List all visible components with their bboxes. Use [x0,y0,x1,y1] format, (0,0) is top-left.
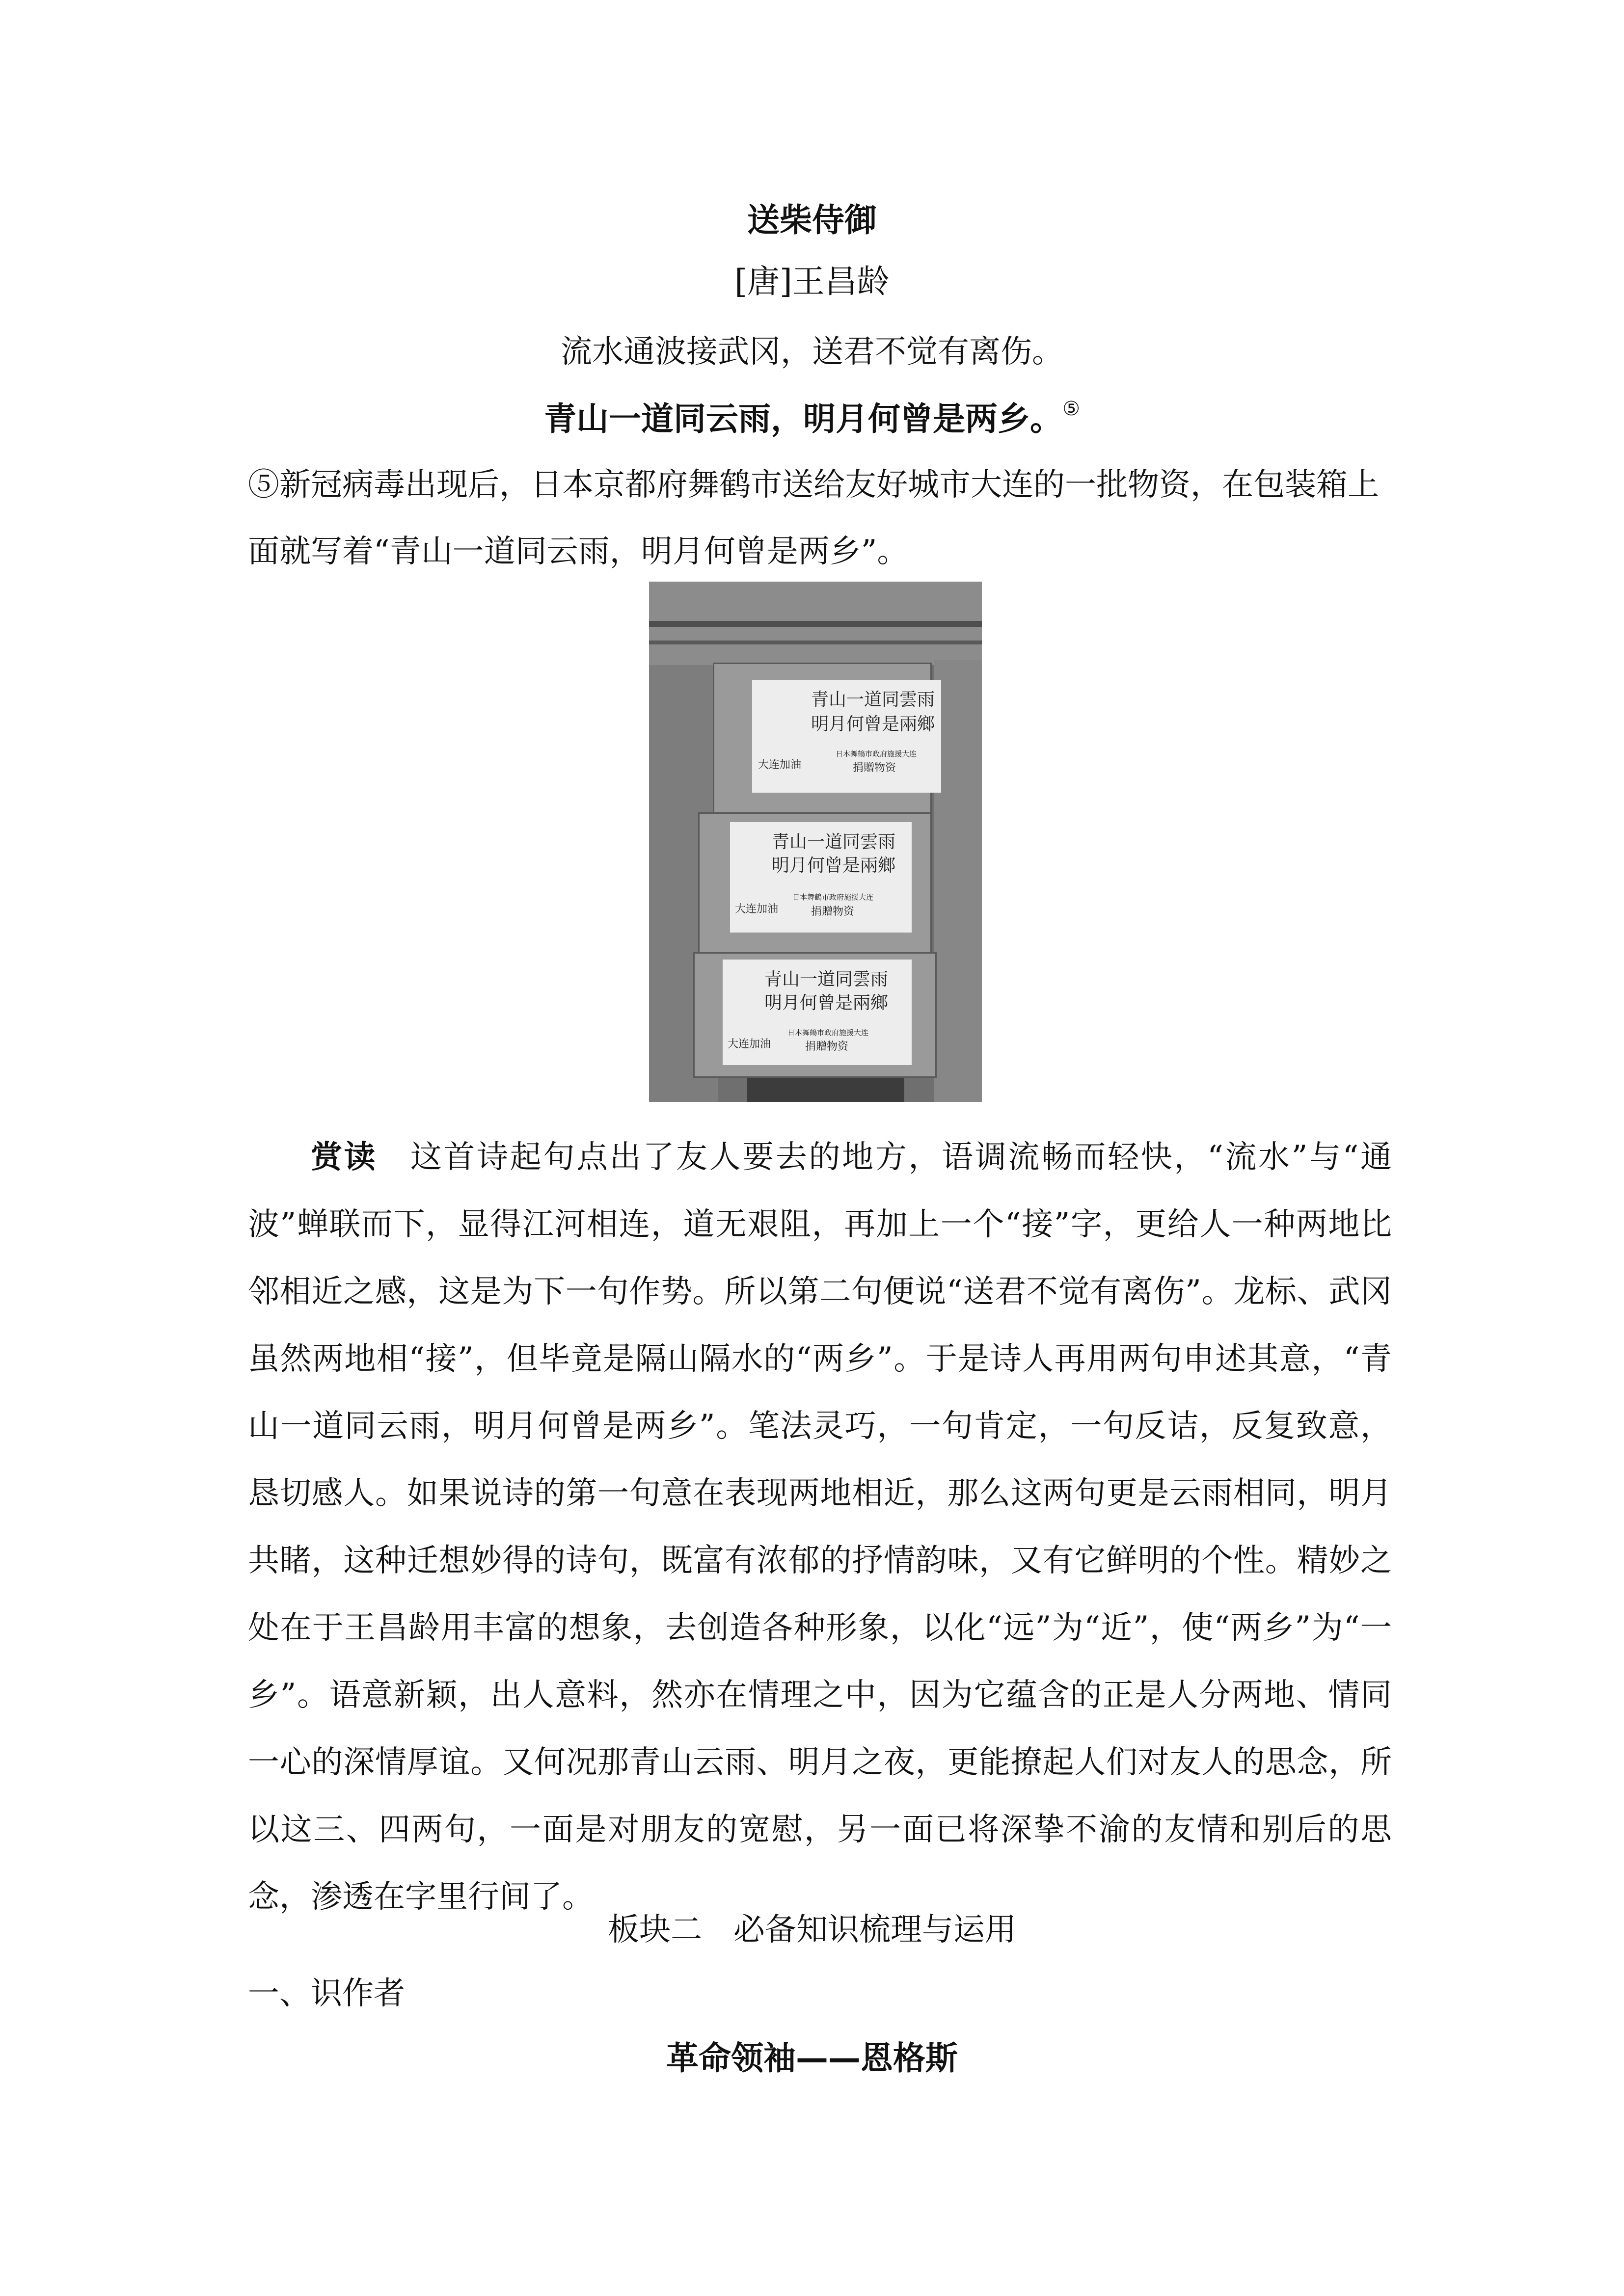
box-label-bottom-small-left: 大连加油 [728,1038,771,1050]
appreciation-label: 赏读 [311,1139,378,1175]
box-label-bottom-line2: 明月何曾是兩鄉 [764,993,889,1013]
box-label-middle-small-right-2: 捐贈物资 [811,906,855,918]
poem-title: 送柴侍御 [747,201,877,239]
box-label-bottom-small-right-1: 日本舞鶴市政府施援大连 [787,1028,869,1037]
box-label-middle-small-right-1: 日本舞鶴市政府施援大连 [792,893,874,902]
footnote-marker: ⑤ [1062,398,1080,420]
box-label-top-small-left: 大连加油 [758,759,802,771]
poem-line-2 [0,393,1624,439]
section-heading: 板块二 必备知识梳理与运用 [608,1912,1016,1948]
poem-line-1: 流水通波接武冈，送君不觉有离伤。 [561,334,1063,370]
box-label-middle-line2: 明月何曾是兩鄉 [772,855,896,876]
box-label-bottom-line1: 青山一道同雲雨 [764,969,889,989]
poem-author: [唐]王昌龄 [734,263,890,300]
box-label-top-small-right-2: 捐贈物资 [853,762,896,774]
box-label-top-small-right-1: 日本舞鶴市政府施援大连 [836,749,917,758]
box-label-middle-small-left: 大连加油 [735,903,779,915]
box-label-middle-line1: 青山一道同雲雨 [772,832,896,852]
box-label-top-line2: 明月何曾是兩鄉 [811,714,935,734]
box-label-top-line1: 青山一道同雲雨 [811,690,935,710]
footnote: ⑤新冠病毒出现后，日本京都府舞鹤市送给友好城市大连的一批物资，在包装箱上面就写着“青山一道同云雨，明月何曾是两乡”。 [248,467,1379,570]
appreciation-paragraph [248,1124,1392,1931]
bottom-title: 革命领袖——恩格斯 [666,2039,958,2077]
poem-line-2-text: 青山一道同云雨，明月何曾是两乡。 [544,400,1063,438]
appreciation-text: 这首诗起句点出了友人要去的地方，语调流畅而轻快，“流水”与“通波”蝉联而下，显得江河相连，道无艰阻，再加上一个“接”字，更给人一种两地比邻相近之感，这是为下一句作势。所以第二句便说“送君不觉有离伤”。龙标、武冈虽然两地相“接”，但毕竟是隔山隔水的“两乡”。于是诗人再用两句申述其意，“青山一道同云雨，明月何曾是两乡”。笔法灵巧，一句肯定，一句反诘，反复致意，恳切感人。如果说诗的第一句意在表现两地相近，那么这两句更是云雨相同，明月共睹，这种迁想妙得的诗句，既富有浓郁的抒情韵味，又有它鲜明的个性。精妙之处在于王昌龄用丰富的想象，去创造各种形象，以化“远”为“近”，使“两乡”为“一乡”。语意新颖，出人意料，然亦在情理之中，因为它蕴含的正是人分两地、情同一心的深情厚谊。又何况那青山云雨、明月之夜，更能撩起人们对友人的思念，所以这三、四两句，一面是对朋友的宽慰，另一面已将深挚不渝的友情和别后的思念，渗透在字里行间了。 [248,1139,1392,1915]
subsection-heading: 一、识作者 [248,1976,405,2012]
donation-boxes-photo [649,582,982,1102]
box-label-bottom-small-right-2: 捐贈物资 [805,1041,849,1053]
